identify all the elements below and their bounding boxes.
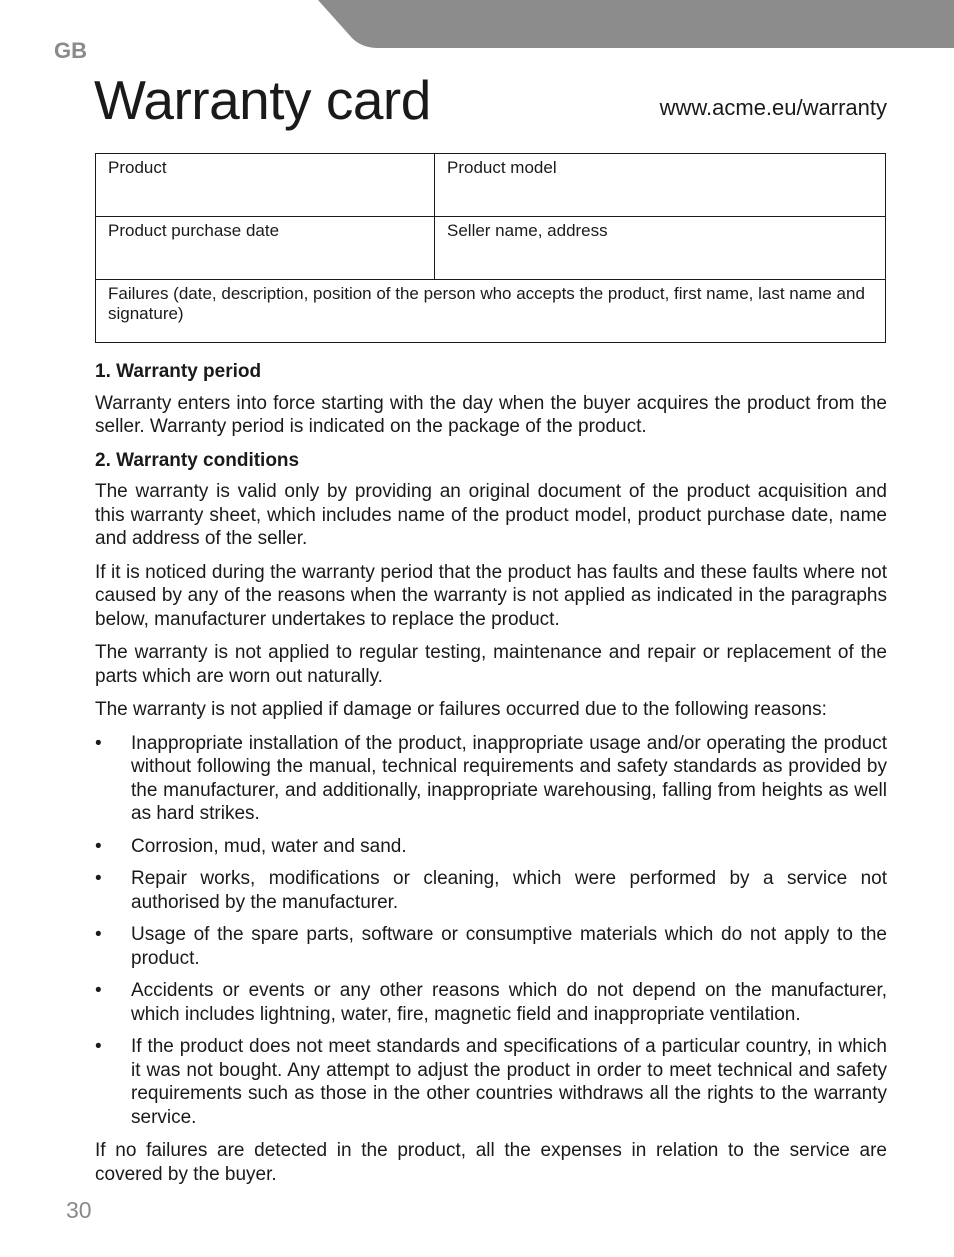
bullet: • bbox=[95, 1036, 102, 1057]
list-item-text: If the product does not meet standards and specifications of a particular country, in which it was not bought. Any attempt to adjust the product in order to meet technical and safety requirements such as those in the other countries withdraws all the rights to the warranty service. bbox=[131, 1036, 887, 1128]
list-item-text: Usage of the spare parts, software or consumptive materials which do not apply to the product. bbox=[131, 924, 887, 969]
paragraph: The warranty is not applied if damage or failures occurred due to the following reasons: bbox=[95, 699, 827, 720]
list-item bbox=[95, 979, 887, 1026]
product-model-field: Product model bbox=[435, 154, 886, 217]
language-label: GB bbox=[54, 38, 87, 63]
list-item bbox=[95, 835, 887, 859]
seller-field: Seller name, address bbox=[435, 217, 886, 280]
exclusions-list bbox=[95, 732, 887, 1130]
list-item-text: Accidents or events or any other reasons which do not depend on the manufacturer, which includes lightning, water, fire, magnetic field and inappropriate ventilation. bbox=[131, 980, 887, 1025]
table-row bbox=[96, 154, 886, 217]
bullet: • bbox=[95, 835, 102, 857]
paragraph: The warranty is valid only by providing an original document of the product acquisition and this warranty sheet, which includes name of the product model, product purchase date, name and address of the seller. bbox=[95, 481, 887, 549]
list-item bbox=[95, 1035, 887, 1129]
purchase-date-field: Product purchase date bbox=[96, 217, 435, 280]
table-row bbox=[96, 280, 886, 343]
list-item bbox=[95, 732, 887, 826]
section-heading-warranty-conditions: 2. Warranty conditions bbox=[95, 449, 300, 471]
paragraph: If it is noticed during the warranty period that the product has faults and these faults where not caused by any of the reasons when the warranty is not applied as indicated in the paragraphs below, manufacturer undertakes to replace the product. bbox=[95, 561, 887, 630]
warranty-url: www.acme.eu/warranty bbox=[659, 95, 887, 120]
list-item-text: Repair works, modifications or cleaning, which were performed by a service not authorised by the manufacturer. bbox=[131, 868, 887, 913]
bullet: • bbox=[95, 924, 102, 945]
page-number: 30 bbox=[66, 1197, 92, 1223]
list-item-text: Inappropriate installation of the product, inappropriate usage and/or operating the product without following the manual, technical requirements and safety standards as provided by the manufacturer, and additionally, inappropriate warehousing, falling from heights as well as hard strikes. bbox=[131, 732, 887, 824]
header-band bbox=[0, 0, 954, 50]
paragraph: If no failures are detected in the product, all the expenses in relation to the service are covered by the buyer. bbox=[95, 1140, 887, 1185]
paragraph: Warranty enters into force starting with the day when the buyer acquires the product from the seller. Warranty period is indicated on the package of the product. bbox=[95, 392, 887, 437]
bullet: • bbox=[95, 868, 102, 889]
paragraph: The warranty is not applied to regular testing, maintenance and repair or replacement of the parts which are worn out naturally. bbox=[95, 642, 887, 687]
warranty-form-table bbox=[95, 153, 886, 343]
table-row bbox=[96, 217, 886, 280]
bullet: • bbox=[95, 980, 102, 1001]
page-title: Warranty card bbox=[94, 69, 431, 131]
product-field: Product bbox=[96, 154, 435, 217]
warranty-content bbox=[95, 360, 887, 1196]
list-item-text: Corrosion, mud, water and sand. bbox=[131, 835, 407, 857]
failures-field: Failures (date, description, position of the person who accepts the product, first name, last name and signature) bbox=[96, 280, 886, 343]
list-item bbox=[95, 923, 887, 970]
section-heading-warranty-period: 1. Warranty period bbox=[95, 361, 262, 382]
list-item bbox=[95, 867, 887, 914]
bullet: • bbox=[95, 732, 102, 754]
